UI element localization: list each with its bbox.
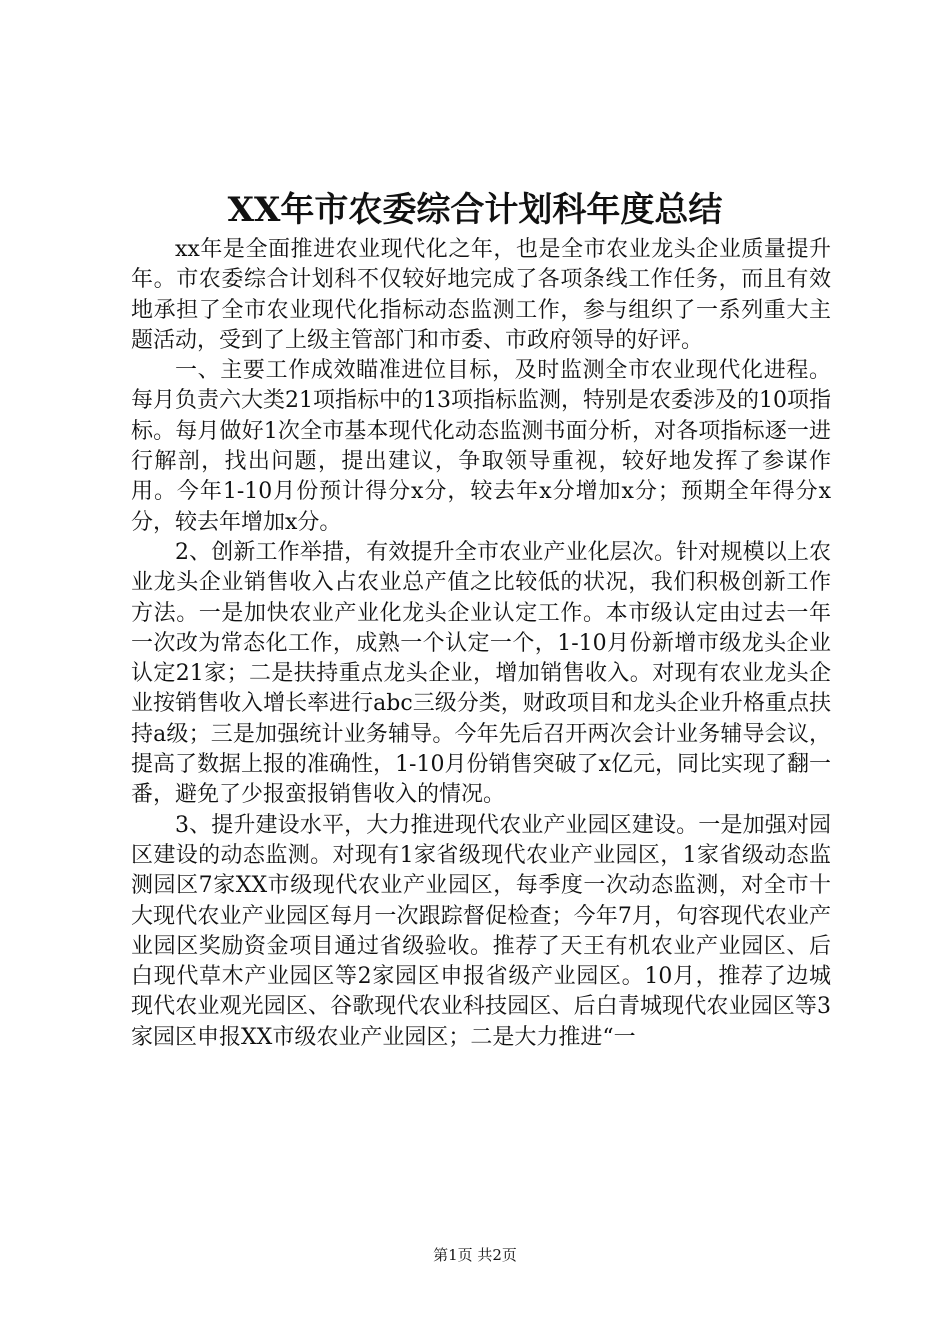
paragraph-section-2: 2、创新工作举措，有效提升全市农业产业化层次。针对规模以上农业龙头企业销售收入占农业总产值之比较低的状况，我们积极创新工作方法。一是加快农业产业化龙头企业认定工作。本市级认定由过去一年一次改为常态化工作，成熟一个认定一个，1-10月份新增市级龙头企业认定21家；二是扶持重点龙头企业，增加销售收入。对现有农业龙头企业按销售收入增长率进行abc三级分类，财政项目和龙头企业升格重点扶持a级；三是加强统计业务辅导。今年先后召开两次会计业务辅导会议，提高了数据上报的准确性，1-10月份销售突破了x亿元，同比实现了翻一番，避免了少报蛮报销售收入的情况。: [131, 539, 831, 808]
page-footer: 第1页 共2页: [433, 1246, 517, 1264]
document-title: XX年市农委综合计划科年度总结: [227, 190, 723, 230]
document-body: [131, 235, 831, 1053]
paragraph-section-1: 一、主要工作成效瞄准进位目标，及时监测全市农业现代化进程。每月负责六大类21项指标中的13项指标监测，特别是农委涉及的10项指标。每月做好1次全市基本现代化动态监测书面分析，对各项指标逐一进行解剖，找出问题，提出建议，争取领导重视，较好地发挥了参谋作用。今年1-10月份预计得分x分，较去年x分增加x分；预期全年得分x分，较去年增加x分。: [131, 358, 831, 535]
paragraph-intro: xx年是全面推进农业现代化之年，也是全市农业龙头企业质量提升年。市农委综合计划科不仅较好地完成了各项条线工作任务，而且有效地承担了全市农业现代化指标动态监测工作，参与组织了一系列重大主题活动，受到了上级主管部门和市委、市政府领导的好评。: [131, 237, 831, 353]
paragraph-section-3: 3、提升建设水平，大力推进现代农业产业园区建设。一是加强对园区建设的动态监测。对现有1家省级现代农业产业园区，1家省级动态监测园区7家XX市级现代农业产业园区，每季度一次动态监测，对全市十大现代农业产业园区每月一次跟踪督促检查；今年7月，句容现代农业产业园区奖励资金项目通过省级验收。推荐了天王有机农业产业园区、后白现代草木产业园区等2家园区申报省级产业园区。10月，推荐了边城现代农业观光园区、谷歌现代农业科技园区、后白青城现代农业园区等3家园区申报XX市级农业产业园区；二是大力推进“一: [131, 812, 831, 1050]
